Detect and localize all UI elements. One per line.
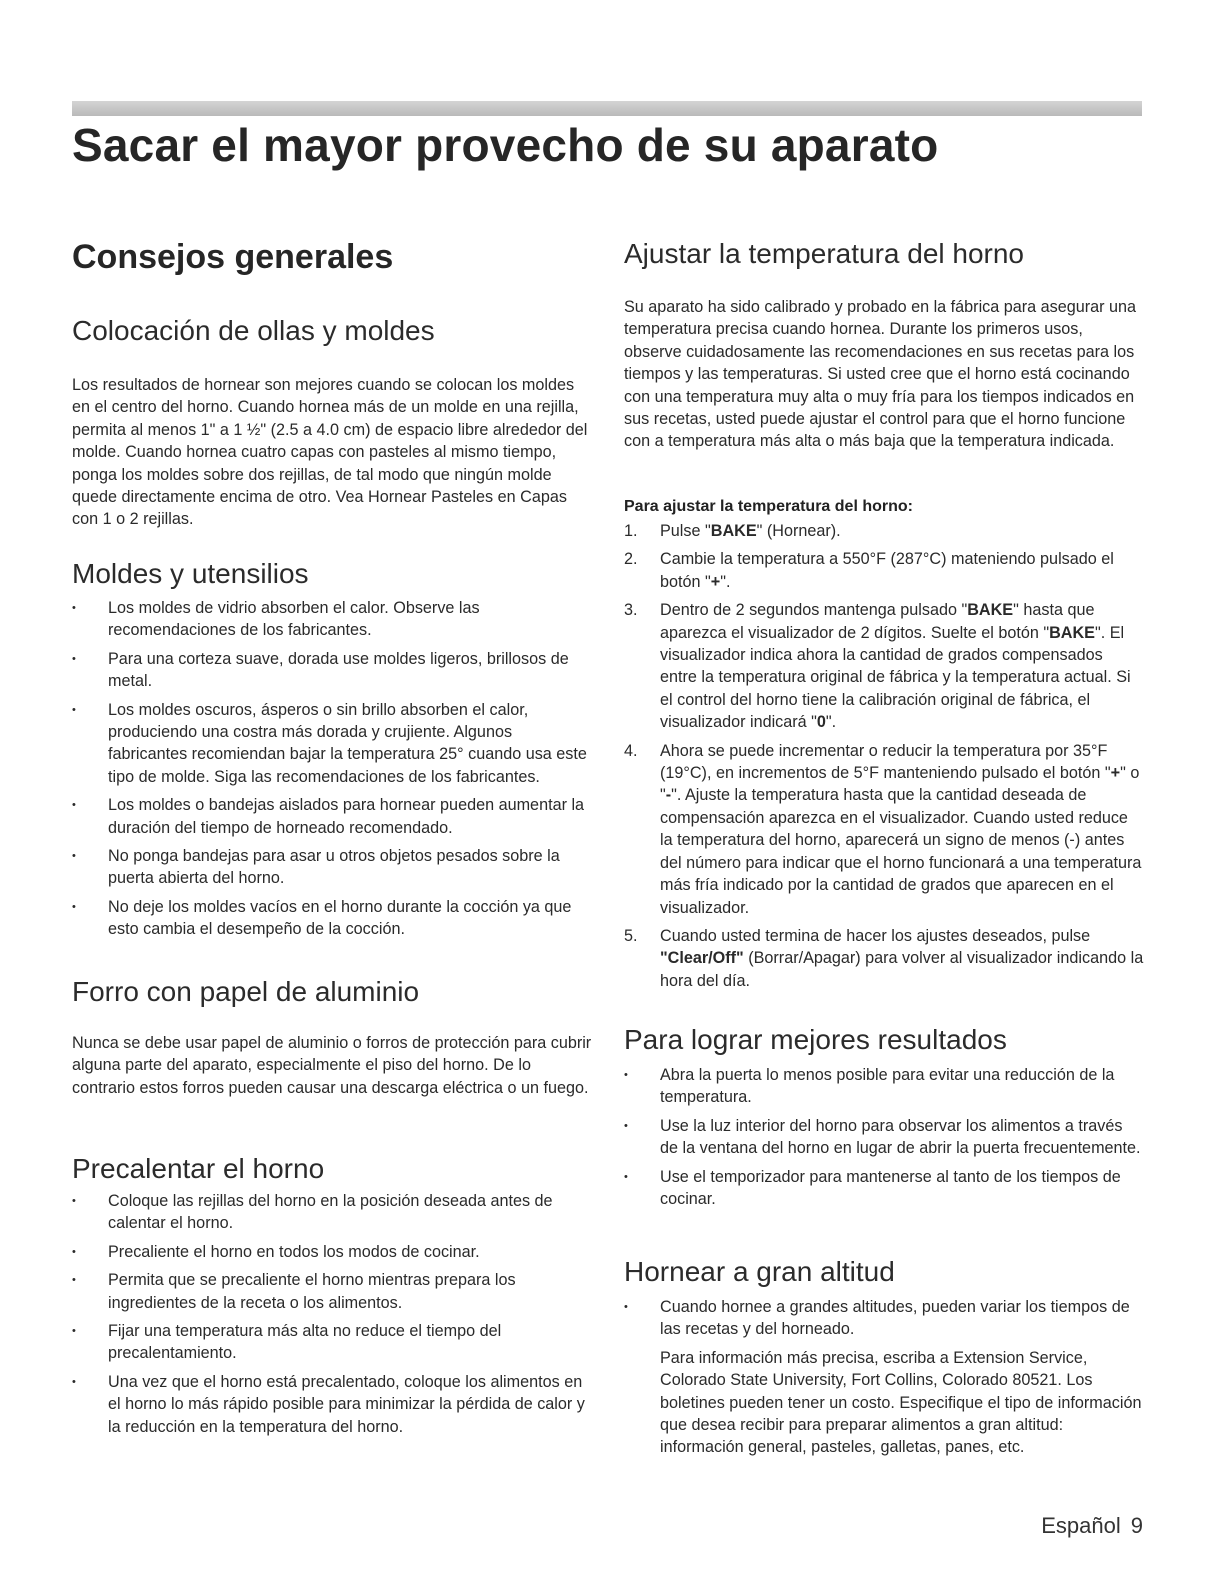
subsection-title-altitude: Hornear a gran altitud xyxy=(624,1256,895,1287)
bullet-icon: • xyxy=(72,799,76,812)
bullet-icon: • xyxy=(72,1195,76,1207)
foil-paragraph: Nunca se debe usar papel de aluminio o forros de protección para cubrir alguna parte del aparato, especialmente el piso del horno. De lo contrario estos forros pueden causar una descarga eléctrica o un fuego. xyxy=(72,1034,592,1097)
page-footer xyxy=(1041,1513,1143,1539)
list-item: • Fijar una temperatura más alta no reduce el tiempo del precalentamiento. xyxy=(72,1322,502,1363)
bullet-icon: • xyxy=(72,900,76,913)
list-item: • Los moldes de vidrio absorben el calor. Observe las recomendaciones de los fabricantes. xyxy=(72,599,480,640)
page-number: 9 xyxy=(1130,1513,1143,1538)
bullet-icon: • xyxy=(72,652,76,665)
list-item: 4. Ahora se puede incrementar o reducir la temperatura por 35°F (19°C), en incrementos de 5°F manteniendo pulsado el botón "+" o "-". Ajuste la temperatura hasta que la cantidad deseada de compensación aparezca en el visualizador. Cuando usted reduce la temperatura del horno, aparecerá un signo de menos (-) antes del número para indicar que el horno funcionará a una temperatura más fría indicado por la cantidad de grados que aparecen en el visualizador. xyxy=(624,741,1142,917)
list-item: • Coloque las rejillas del horno en la posición deseada antes de calentar el horno. xyxy=(72,1192,553,1233)
preheat-list xyxy=(72,1190,592,1444)
list-item: 3. Dentro de 2 segundos mantenga pulsado "BAKE" hasta que aparezca el visualizador de 2 dígitos. Suelte el botón "BAKE". El visualizador indica ahora la cantidad de grados compensados entre la temperatura original de fábrica y la temperatura actual. Si el control del horno tiene la calibración original de fábrica, el visualizador indicará "0". xyxy=(624,601,1131,732)
list-item: • Use el temporizador para mantenerse al tanto de los tiempos de cocinar. xyxy=(624,1167,1121,1209)
steps-label: Para ajustar la temperatura del horno: xyxy=(624,498,913,515)
adjust-steps-list xyxy=(624,520,1144,998)
bullet-icon: • xyxy=(624,1119,628,1132)
subsection-title-preheat: Precalentar el horno xyxy=(72,1153,325,1184)
list-item: 1. Pulse "BAKE" (Hornear). xyxy=(624,522,841,540)
list-item: • Los moldes oscuros, ásperos o sin brillo absorben el calor, produciendo una costra más dorada y crujiente. Algunos fabricantes recomiendan bajar la temperatura 25° cuando usa este tipo de molde. Siga las recomendaciones de los fabricantes. xyxy=(72,700,587,786)
bullet-icon: • xyxy=(72,602,76,614)
bullet-icon: • xyxy=(72,1375,76,1388)
subsection-title-best-results: Para lograr mejores resultados xyxy=(624,1024,1007,1055)
bullet-icon: • xyxy=(624,1301,628,1313)
subsection-title-foil: Forro con papel de aluminio xyxy=(72,976,420,1007)
best-results-list xyxy=(624,1064,1144,1216)
page-title: Sacar el mayor provecho de su aparato xyxy=(72,119,939,171)
altitude-extra-paragraph: Para información más precisa, escriba a Extension Service, Colorado State University, Fort Collins, Colorado 80521. Los boletines pueden tener un costo. Especifique el tipo de información que desea recibir para preparar alimentos a gran altitud: información general, pasteles, galletas, panes, etc. xyxy=(660,1348,1142,1457)
subsection-title-adjust-temperature: Ajustar la temperatura del horno xyxy=(624,238,1024,269)
list-item: • Abra la puerta lo menos posible para evitar una reducción de la temperatura. xyxy=(624,1066,1115,1107)
section-heading-general-tips: Consejos generales xyxy=(72,238,394,276)
adjust-paragraph: Su aparato ha sido calibrado y probado en la fábrica para asegurar una temperatura precisa cuando hornea. Durante los primeros usos, observe cuidadosamente las recomendaciones en sus recetas para los tiempos y las temperaturas. Si usted cree que el horno está cocinando con una temperatura muy alta o muy fría para los tiempos indicados en sus recetas, usted puede ajustar el control para que el horno funcione con a temperatura más alta o más baja que la temperatura indicada. xyxy=(624,298,1137,451)
bullet-icon: • xyxy=(72,1325,76,1338)
bullet-icon: • xyxy=(72,1245,76,1258)
list-item: • Use la luz interior del horno para observar los alimentos a través de la ventana del horno en lugar de abrir la puerta frecuentemente. xyxy=(624,1116,1141,1158)
list-item: • No deje los moldes vacíos en el horno durante la cocción ya que esto cambia el desempeño de la cocción. xyxy=(72,897,572,939)
list-item: • Los moldes o bandejas aislados para hornear pueden aumentar la duración del tiempo de horneado recomendado. xyxy=(72,796,585,837)
list-item: 5. Cuando usted termina de hacer los ajustes deseados, pulse "Clear/Off" (Borrar/Apagar) para volver al visualizador indicando la hora del día. xyxy=(624,926,1144,990)
subsection-title-placement: Colocación de ollas y moldes xyxy=(72,315,435,346)
list-item: • Para una corteza suave, dorada use moldes ligeros, brillosos de metal. xyxy=(72,649,569,691)
bullet-icon: • xyxy=(72,1274,76,1287)
bullet-icon: • xyxy=(624,1069,628,1081)
placement-paragraph: Los resultados de hornear son mejores cuando se colocan los moldes en el centro del horno. Cuando hornea más de un molde en una rejilla, permita al menos 1" a 1 ½" (2.5 a 4.0 cm) de espacio libre alrededor del molde. Cuando hornea cuatro capas con pasteles al mismo tiempo, ponga los moldes sobre dos rejillas, de tal modo que ningún molde quede directamente encima de otro. Vea Hornear Pasteles en Capas con 1 o 2 rejillas. xyxy=(72,376,588,529)
utensils-list xyxy=(72,597,592,947)
bullet-icon: • xyxy=(72,850,76,863)
header-rule xyxy=(72,101,1142,116)
bullet-icon: • xyxy=(624,1170,628,1183)
list-item: • Cuando hornee a grandes altitudes, pueden variar los tiempos de las recetas y del horneado. Para información más precisa, escriba a Extension Service, Colorado State University, Fort Collins, Colorado 80521. Los boletines pueden tener un costo. Especifique el tipo de información que desea recibir para preparar alimentos a gran altitud: información general, pasteles, galletas, panes, etc. xyxy=(624,1296,1144,1459)
footer-language: Español xyxy=(1041,1513,1121,1538)
subsection-title-utensils: Moldes y utensilios xyxy=(72,558,309,589)
list-item: • Una vez que el horno está precalentado, coloque los alimentos en el horno lo más rápido posible para minimizar la pérdida de calor y la reducción en la temperatura del horno. xyxy=(72,1372,585,1436)
list-item: • No ponga bandejas para asar u otros objetos pesados sobre la puerta abierta del horno. xyxy=(72,847,560,888)
bullet-icon: • xyxy=(72,703,76,716)
list-item: 2. Cambie la temperatura a 550°F (287°C) mateniendo pulsado el botón "+". xyxy=(624,550,1114,591)
altitude-list xyxy=(624,1296,1144,1465)
list-item: • Precaliente el horno en todos los modos de cocinar. xyxy=(72,1241,592,1263)
list-item: • Permita que se precaliente el horno mientras prepara los ingredientes de la receta o los alimentos. xyxy=(72,1271,516,1312)
